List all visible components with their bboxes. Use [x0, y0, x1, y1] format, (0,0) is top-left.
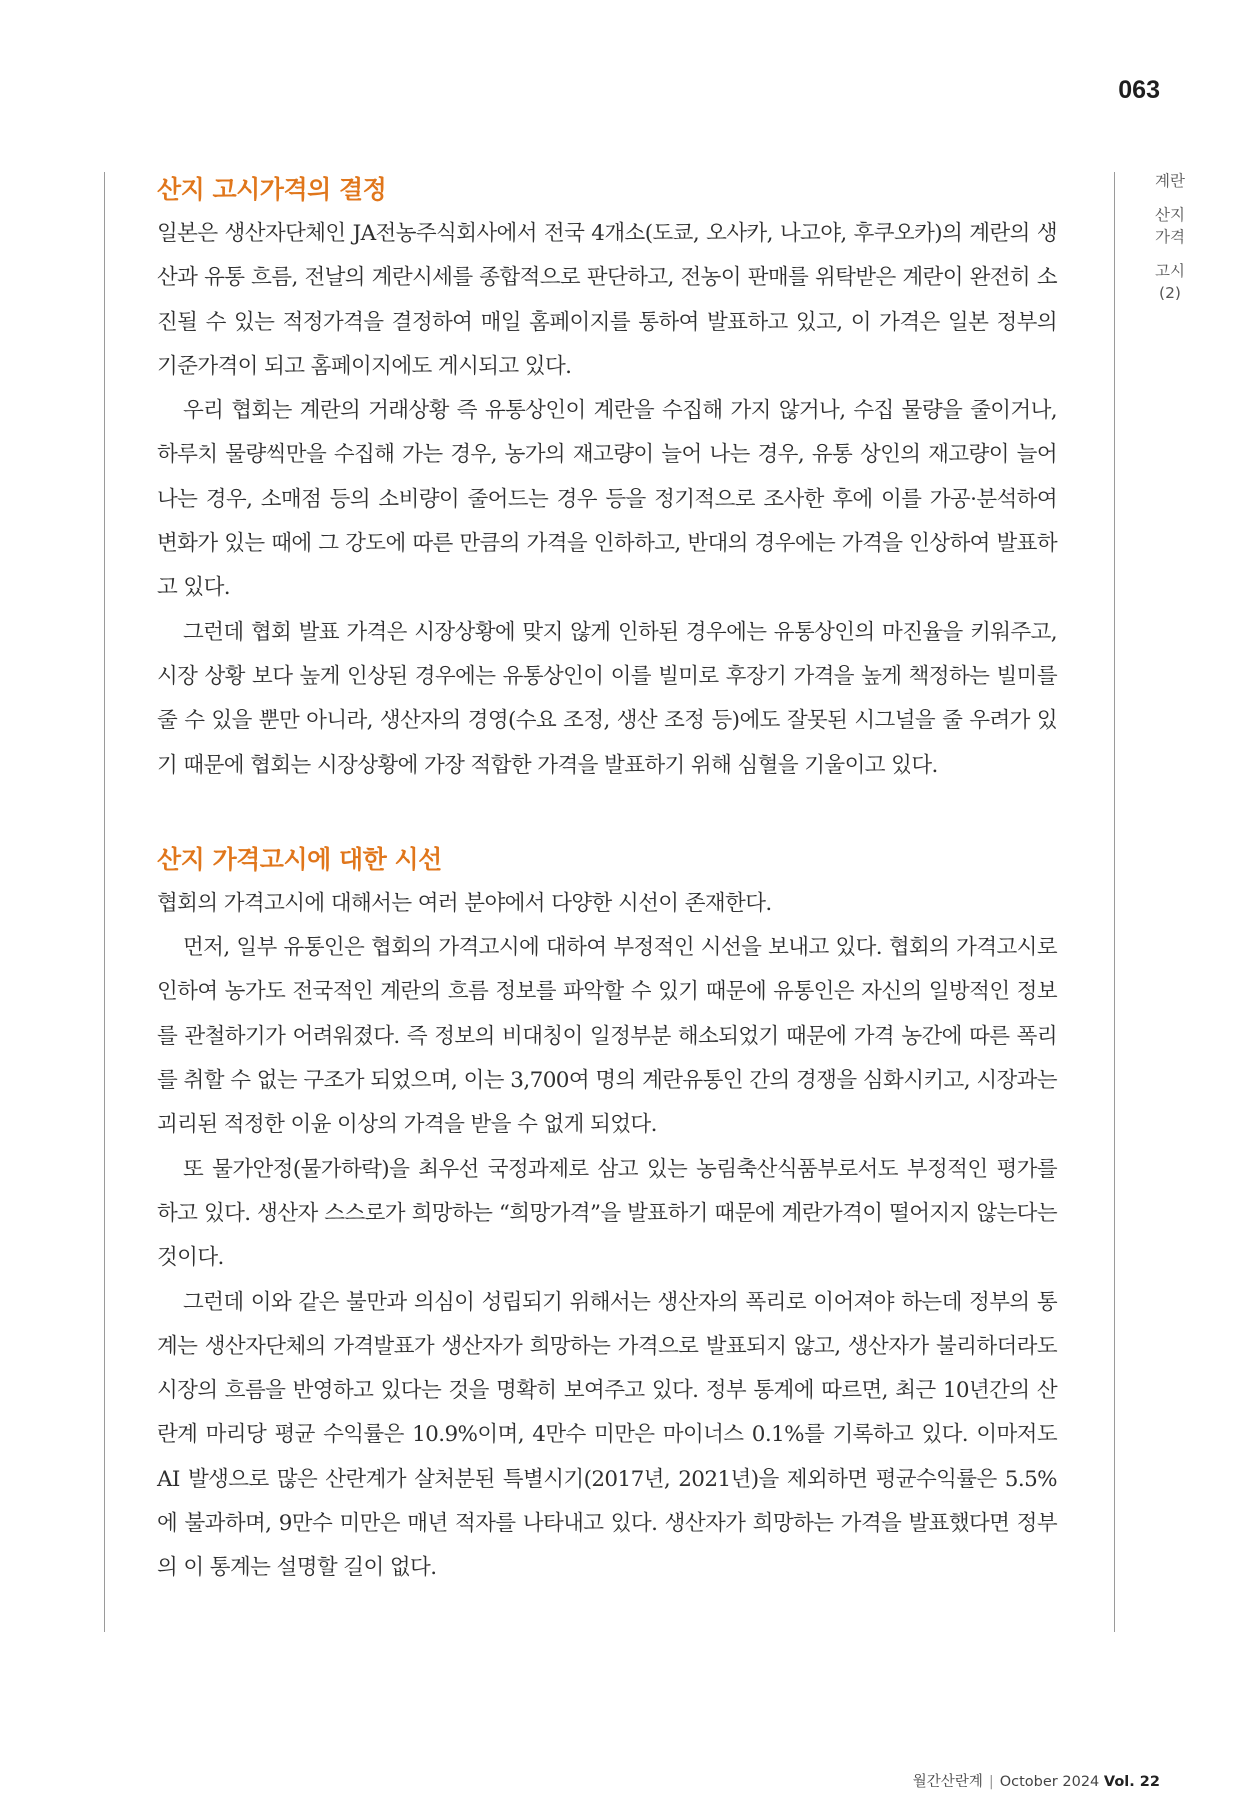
side-title-segment: 고시 — [1155, 262, 1185, 280]
page-footer — [830, 1770, 1160, 1791]
volume-number: Vol. 22 — [1103, 1774, 1160, 1790]
left-margin-rule — [104, 172, 105, 1632]
section-title: 산지 가격고시에 대한 시선 — [157, 844, 442, 874]
paragraph: 일본은 생산자단체인 JA전농주식회사에서 전국 4개소(도쿄, 오사카, 나고야, 후쿠오카)의 계란의 생산과 유통 흐름, 전날의 계란시세를 종합적으로 판단하고, 전농이 판매를 위탁받은 계란이 완전히 소진될 수 있는 적정가격을 결정하여 매일 홈페이지를 통하여 발표하고 있고, 이 가격은 일본 정부의 기준가격이 되고 홈페이지에도 게시되고 있다. — [157, 221, 1057, 379]
issue-date: October 2024 — [999, 1774, 1100, 1790]
section-title: 산지 고시가격의 결정 — [157, 175, 387, 204]
side-title-segment: 산지가격 — [1155, 206, 1185, 246]
footer-separator: | — [988, 1774, 994, 1790]
side-running-title — [1150, 170, 1190, 316]
side-title-segment: 계란 — [1155, 172, 1185, 190]
paragraph: 먼저, 일부 유통인은 협회의 가격고시에 대하여 부정적인 시선을 보내고 있다. 협회의 가격고시로 인하여 농가도 전국적인 계란의 흐름 정보를 파악할 수 있기 때문에 유통인은 자신의 일방적인 정보를 관철하기가 어려워졌다. 즉 정보의 비대칭이 일정부분 해소되었기 때문에 가격 농간에 따른 폭리를 취할 수 없는 구조가 되었으며, 이는 3,700여 명의 계란유통인 간의 경쟁을 심화시키고, 시장과는 괴리된 적정한 이윤 이상의 가격을 받을 수 없게 되었다. — [157, 935, 1057, 1138]
paragraph: 협회의 가격고시에 대해서는 여러 분야에서 다양한 시선이 존재한다. — [157, 890, 772, 916]
paragraph: 그런데 이와 같은 불만과 의심이 성립되기 위해서는 생산자의 폭리로 이어져야 하는데 정부의 통계는 생산자단체의 가격발표가 생산자가 희망하는 가격으로 발표되지 않고, 생산자가 불리하더라도 시장의 흐름을 반영하고 있다는 것을 명확히 보여주고 있다. 정부 통계에 따르면, 최근 10년간의 산란계 마리당 평균 수익률은 10.9%이며, 4만수 미만은 마이너스 0.1%를 기록하고 있다. 이마저도 AI 발생으로 많은 산란계가 살처분된 특별시기(2017년, 2021년)을 제외하면 평균수익률은 5.5%에 불과하며, 9만수 미만은 매년 적자를 나타내고 있다. 생산자가 희망하는 가격을 발표했다면 정부의 이 통계는 설명할 길이 없다. — [157, 1289, 1057, 1581]
side-title-segment: (2) — [1159, 284, 1181, 302]
right-margin-rule — [1114, 172, 1115, 1632]
paragraph: 우리 협회는 계란의 거래상황 즉 유통상인이 계란을 수집해 가지 않거나, 수집 물량을 줄이거나, 하루치 물량씩만을 수집해 가는 경우, 농가의 재고량이 늘어 나는 경우, 유통 상인의 재고량이 늘어나는 경우, 소매점 등의 소비량이 줄어드는 경우 등을 정기적으로 조사한 후에 이를 가공·분석하여 변화가 있는 때에 그 강도에 따른 만큼의 가격을 인하하고, 반대의 경우에는 가격을 인상하여 발표하고 있다. — [157, 398, 1057, 601]
page-number: 063 — [1118, 76, 1160, 104]
magazine-name: 월간산란계 — [912, 1774, 983, 1790]
paragraph: 그런데 협회 발표 가격은 시장상황에 맞지 않게 인하된 경우에는 유통상인의 마진율을 키워주고, 시장 상황 보다 높게 인상된 경우에는 유통상인이 이를 빌미로 후장기 가격을 높게 책정하는 빌미를 줄 수 있을 뿐만 아니라, 생산자의 경영(수요 조정, 생산 조정 등)에도 잘못된 시그널을 줄 우려가 있기 때문에 협회는 시장상황에 가장 적합한 가격을 발표하기 위해 심혈을 기울이고 있다. — [157, 619, 1057, 778]
article-body — [157, 168, 1057, 1591]
paragraph: 또 물가안정(물가하락)을 최우선 국정과제로 삼고 있는 농림축산식품부로서도 부정적인 평가를 하고 있다. 생산자 스스로가 희망하는 “희망가격”을 발표하기 때문에 계란가격이 떨어지지 않는다는 것이다. — [157, 1156, 1057, 1271]
